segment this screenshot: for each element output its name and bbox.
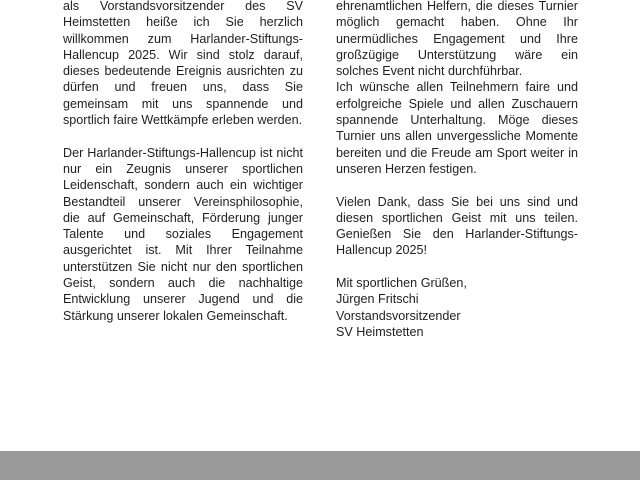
wishes-paragraph: Ich wünsche allen Teilnehmern faire und erfolgreiche Spiele und allen Zuschauern spannende Unterhaltung. Möge dieses Turnier uns allen unvergessliche Momente bereiten und die Freude am Sport weiter in unseren Herzen festigen.	[336, 80, 578, 176]
footer-band	[0, 451, 640, 480]
thanks-helpers-paragraph: ehrenamtlichen Helfern, die dieses Turnier möglich gemacht haben. Ohne Ihr unermüdliches Engagement und Ihre großzügige Unterstützung wäre ein solches Event nicht durchführbar.	[336, 0, 578, 79]
left-text-column	[63, 0, 303, 340]
signature-block	[336, 275, 578, 340]
signature-role: Vorstandsvorsitzender	[336, 308, 461, 323]
philosophy-paragraph: Der Harlander-Stiftungs-Hallencup ist nicht nur ein Zeugnis unserer sportlichen Leidenschaft, sondern auch ein wichtiger Bestandteil unserer Vereinsphilosophie, die auf Gemeinschaft, Förderung junger Talente und soziales Engagement ausgerichtet ist. Mit Ihrer Teilnahme unterstützen Sie nicht nur den sportlichen Geist, sondern auch die nachhaltige Entwicklung unserer Jugend und die Stärkung unserer lokalen Gemeinschaft.	[63, 145, 303, 323]
welcome-paragraph: als Vorstandsvorsitzender des SV Heimstetten heiße ich Sie herzlich willkommen zum Harlander-Stiftungs-Hallencup 2025. Wir sind stolz darauf, dieses bedeutende Ereignis ausrichten zu dürfen und freuen uns, dass Sie gemeinsam mit uns spannende und sportlich faire Wettkämpfe erleben werden.	[63, 0, 303, 128]
signature-club: SV Heimstetten	[336, 324, 424, 339]
right-text-column	[336, 0, 578, 357]
signature-closing: Mit sportlichen Grüßen,	[336, 276, 467, 291]
signature-name: Jürgen Fritschi	[336, 292, 419, 307]
closing-thanks-paragraph: Vielen Dank, dass Sie bei uns sind und diesen sportlichen Geist mit uns teilen. Genießen Sie den Harlander-Stiftungs-Hallencup 2025!	[336, 194, 578, 258]
